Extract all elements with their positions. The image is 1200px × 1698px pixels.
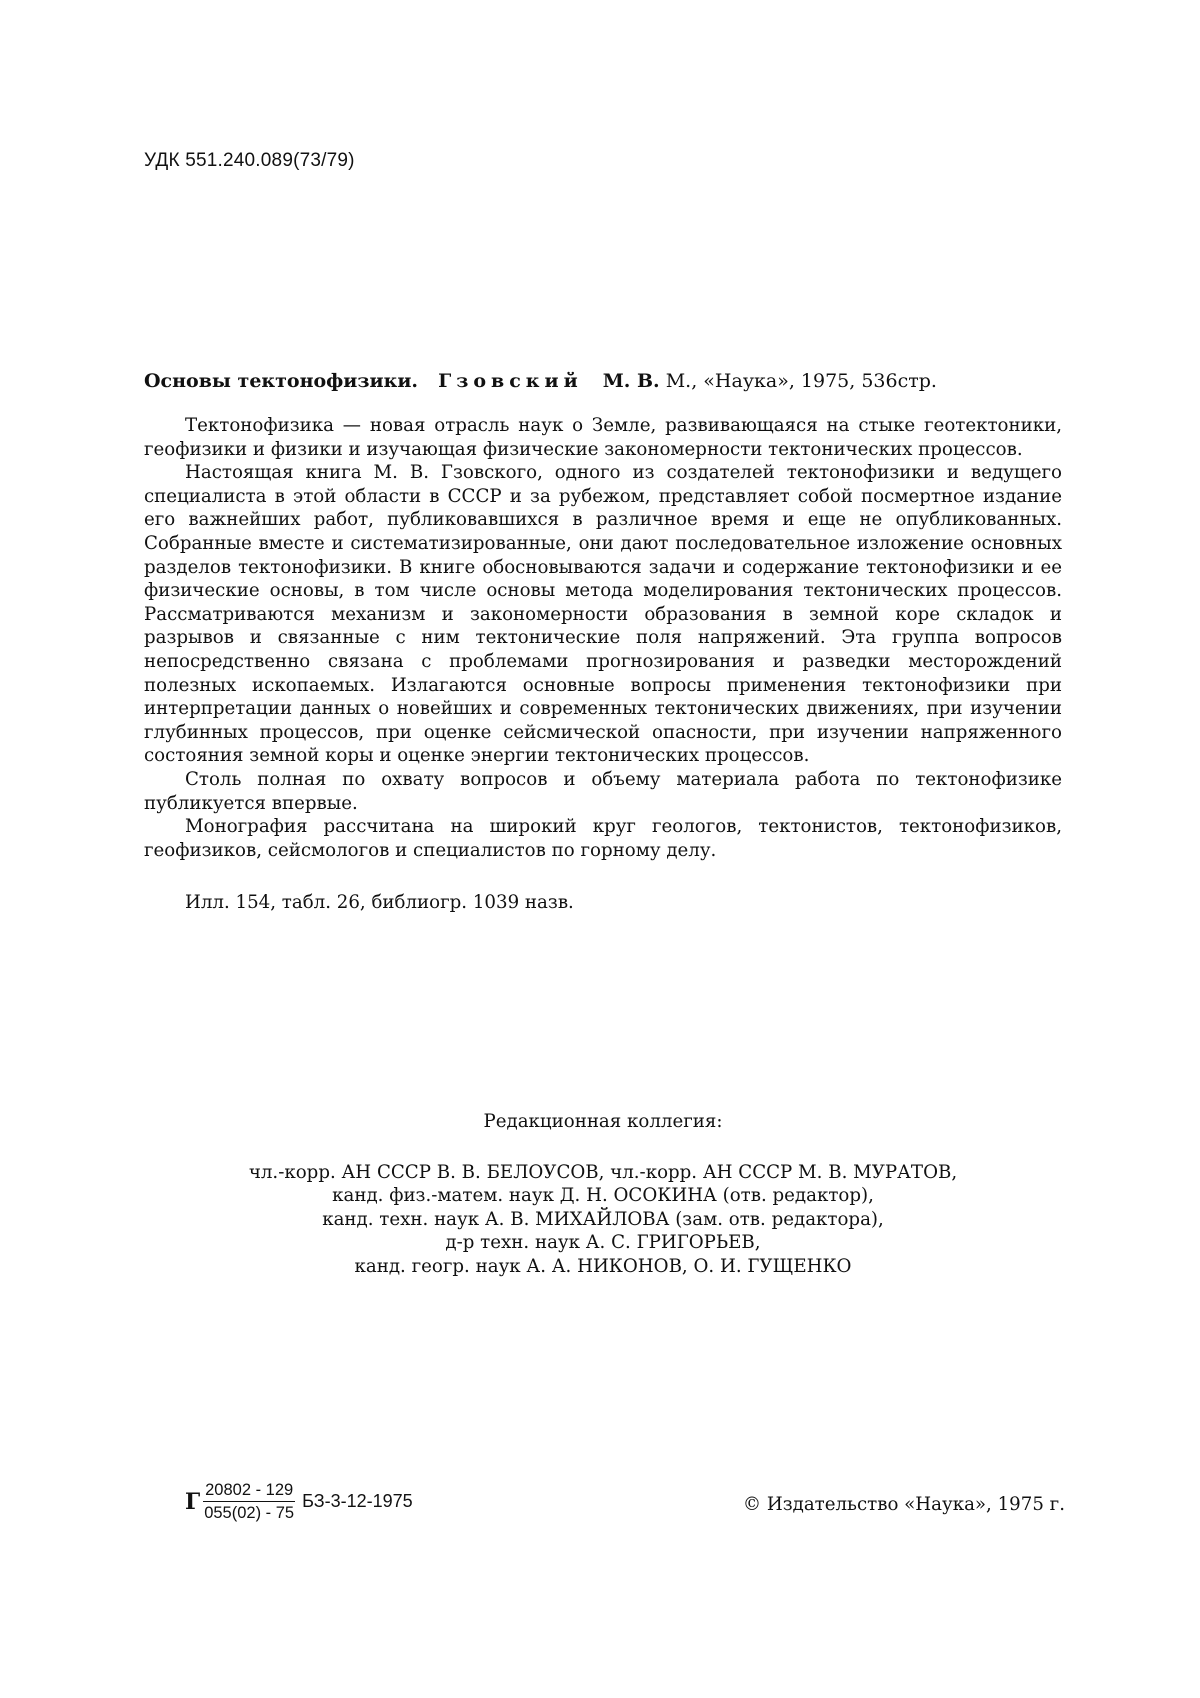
editorial-board-members [144,1161,1062,1279]
code-fraction [202,1480,296,1523]
udk-code: УДК 551.240.089(73/79) [144,150,355,171]
author-surname: Гзовский [438,370,583,392]
editorial-board-line: канд. техн. наук А. В. МИХАЙЛОВА (зам. отв. редактора), [322,1208,884,1230]
copyright-notice: © Издательство «Наука», 1975 г. [742,1494,1065,1515]
abstract-paragraph: Столь полная по охвату вопросов и объему материала работа по тектонофизике публикуется впервые. [144,768,1062,814]
editorial-board-line: канд. геогр. наук А. А. НИКОНОВ, О. И. ГУЩЕНКО [354,1255,852,1277]
editorial-board-heading: Редакционная коллегия: [483,1111,723,1132]
code-suffix: БЗ-3-12-1975 [302,1491,413,1511]
abstract-paragraph: Настоящая книга М. В. Гзовского, одного из создателей тектонофизики и ведущего специалиста в этой области в СССР и за рубежом, представляет собой посмертное издание его важнейших работ, публиковавшихся в различное время и еще не опубликованных. Собранные вместе и систематизированные, они дают последовательное изложение основных разделов тектонофизики. В книге обосновываются задачи и содержание тектонофизики и ее физические основы, в том числе основы метода моделирования тектонических процессов. Рассматриваются механизм и закономерности образования в земной коре складок и разрывов и связанные с ним тектонические поля напряжений. Эта группа вопросов непосредственно связана с проблемами прогнозирования и разведки месторождений полезных ископаемых. Излагаются основные вопросы применения тектонофизики при интерпретации данных о новейших и современных тектонических движениях, при изучении глубинных процессов, при оценке сейсмической опасности, при изучении напряженного состояния земной коры и оценке энергии тектонических процессов. [144,462,1062,767]
book-title: Основы тектонофизики. [144,370,419,392]
abstract [144,414,1062,862]
editorial-board [144,1110,1062,1279]
publication-info: М., «Наука», 1975, 536стр. [665,370,937,392]
code-numerator: 20802 - 129 [203,1480,295,1502]
editorial-board-line: канд. физ.-матем. наук Д. Н. ОСОКИНА (отв. редактор), [332,1185,874,1207]
editorial-board-line: чл.-корр. АН СССР В. В. БЕЛОУСОВ, чл.-корр. АН СССР М. В. МУРАТОВ, [248,1161,958,1183]
bibliographic-citation [144,370,1064,392]
editorial-board-line: д-р техн. наук А. С. ГРИГОРЬЕВ, [445,1232,761,1254]
publication-code [185,1480,413,1523]
illustrations-count: Илл. 154, табл. 26, библиогр. 1039 назв. [185,892,574,913]
code-letter: Г [185,1488,201,1515]
imprint-footer [185,1480,1065,1540]
abstract-paragraph: Тектонофизика — новая отрасль наук о Земле, развивающаяся на стыке геотектоники, геофизики и физики и изучающая физические закономерности тектонических процессов. [144,415,1062,460]
abstract-paragraph: Монография рассчитана на широкий круг геологов, тектонистов, тектонофизиков, геофизиков, сейсмологов и специалистов по горному делу. [144,816,1062,861]
code-denominator: 055(02) - 75 [204,1504,295,1522]
author-initials: М. В. [602,370,660,392]
